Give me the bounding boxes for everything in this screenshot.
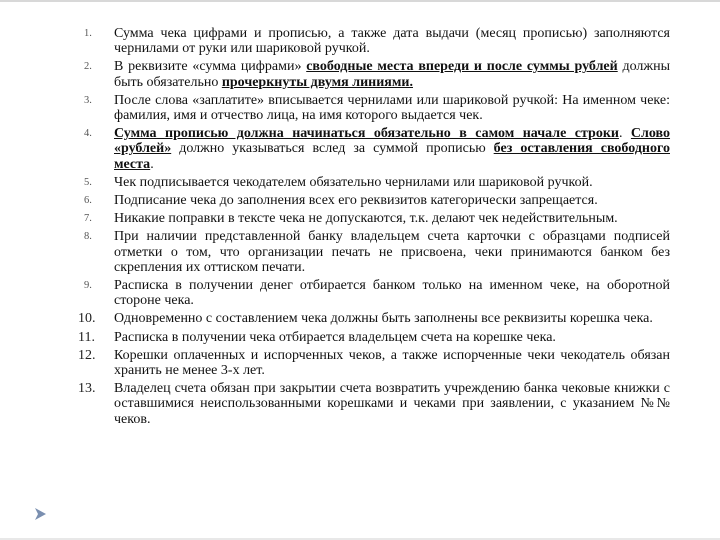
item-text: Подписание чека до заполнения всех его реквизитов категорически запрещается. bbox=[114, 193, 598, 209]
item-text: Расписка в получении чека отбирается владельцем счета на корешке чека. bbox=[114, 329, 556, 345]
item-number: 8. bbox=[84, 231, 92, 243]
list-item bbox=[78, 329, 670, 345]
list-item bbox=[84, 229, 670, 275]
item-number: 6. bbox=[84, 195, 92, 207]
item-text: Корешки оплаченных и испорченных чеков, а также испорченные чеки чекодатель обязан хранить не менее 3-х лет. bbox=[114, 347, 670, 379]
item-number: 1. bbox=[84, 28, 92, 39]
list-item bbox=[84, 175, 670, 190]
item-text: должно указываться вслед за суммой прописью bbox=[171, 141, 494, 157]
item-text: . bbox=[618, 126, 631, 142]
item-text: . bbox=[150, 156, 154, 172]
list-item bbox=[78, 311, 670, 327]
rules-list bbox=[78, 26, 671, 430]
item-number: 2. bbox=[84, 61, 92, 73]
item-text: должны быть обязательно bbox=[114, 59, 670, 90]
list-item bbox=[84, 278, 670, 308]
item-number: 9. bbox=[84, 280, 92, 292]
item-number: 13. bbox=[78, 381, 96, 397]
item-text: При наличии представленной банку владельцем счета карточки с образцами подписей отметки о том, что организации печать не присвоена, чеки принимаются банком без скрепления их оттиском печати. bbox=[114, 229, 670, 275]
item-text: Одновременно с составлением чека должны быть заполнены все реквизиты корешка чека. bbox=[114, 311, 653, 327]
item-number: 12. bbox=[78, 347, 96, 363]
item-text: Сумма чека цифрами и прописью, а также дата выдачи (месяц прописью) заполняются чернилами от руки или шариковой ручкой. bbox=[114, 26, 670, 57]
item-text: Владелец счета обязан при закрытии счета возвратить учреждению банка чековые книжки с оставшимися неиспользованными корешками и чеками при заявлении, с указанием №№ чеков. bbox=[114, 381, 670, 427]
list-item bbox=[78, 381, 670, 427]
emphasis-text: Сумма прописью должна начинаться обязательно в самом начале строки bbox=[114, 126, 619, 142]
item-number: 7. bbox=[84, 213, 92, 225]
list-item bbox=[84, 126, 670, 172]
item-number: 11. bbox=[78, 329, 95, 345]
emphasis-text: Слово «рублей» bbox=[114, 126, 671, 157]
list-item bbox=[84, 211, 670, 226]
item-text: В реквизите «сумма цифрами» bbox=[114, 59, 307, 75]
emphasis-text: без оставления свободного места bbox=[114, 141, 670, 172]
item-number: 3. bbox=[84, 94, 92, 106]
item-text: Никакие поправки в тексте чека не допускаются, т.к. делают чек недействительным. bbox=[114, 211, 618, 227]
list-item bbox=[84, 93, 670, 123]
item-text: После слова «заплатите» вписывается чернилами или шариковой ручкой: На именном чеке: фамилия, имя и отчество лица, на имя которого выдается чек. bbox=[114, 92, 670, 124]
item-text: Расписка в получении денег отбирается банком только на именном чеке, на оборотной стороне чека. bbox=[114, 278, 670, 309]
item-number: 5. bbox=[84, 176, 92, 188]
arrow-icon bbox=[32, 506, 48, 522]
item-number: 10. bbox=[78, 311, 96, 327]
item-text: Чек подписывается чекодателем обязательно чернилами или шариковой ручкой. bbox=[114, 174, 593, 190]
emphasis-text: свободные места впереди и после суммы рублей bbox=[306, 59, 618, 75]
top-border bbox=[0, 0, 720, 2]
list-item bbox=[84, 193, 670, 208]
list-item bbox=[78, 347, 670, 379]
emphasis-text: прочеркнуты двумя линиями. bbox=[221, 74, 413, 90]
list-item bbox=[84, 26, 670, 56]
list-item bbox=[84, 59, 670, 89]
item-number: 4. bbox=[84, 128, 92, 140]
